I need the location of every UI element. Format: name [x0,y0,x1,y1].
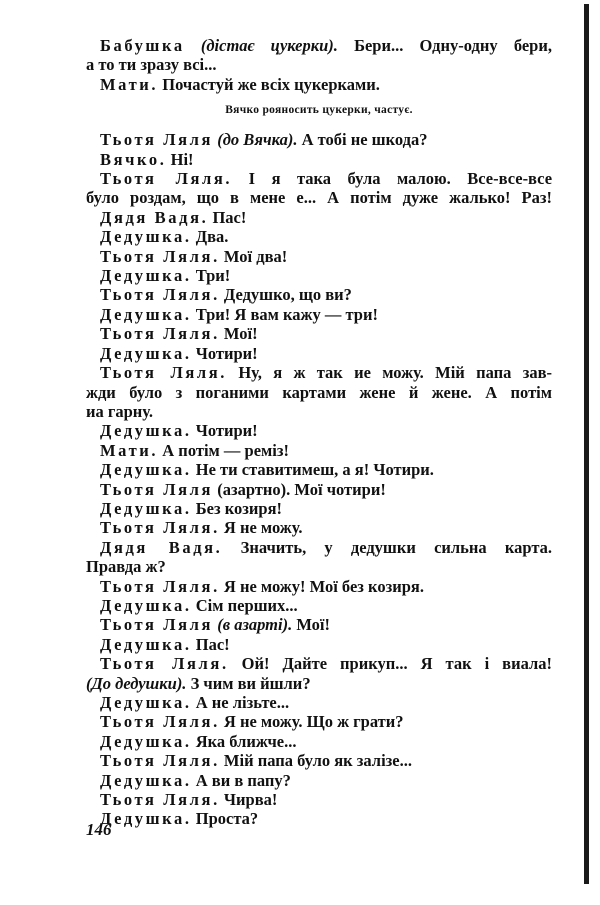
line-text: Два. [195,227,229,247]
stage-direction-centered: Вячко рояносить цукерки, частує. [225,104,413,117]
dialogue-line [86,693,552,712]
speaker-name: Тьотя Ляля. [100,654,229,674]
dialogue-line [86,577,552,596]
dialogue-continuation [86,557,552,576]
speaker-name: Тьотя Ляля [100,479,214,499]
speaker-name: Тьотя Ляля. [100,751,220,771]
dialogue-continuation [86,383,552,402]
line-text: Ну, я ж так ие можу. Мій папа зав- [238,363,553,383]
speaker-name: Тьотя Ляля. [100,324,220,344]
dialogue-line [86,809,552,828]
line-text: Сім перших... [195,595,298,615]
dialogue-line [86,285,552,304]
dialogue-line [86,499,552,518]
speaker-name: Тьотя Ляля. [100,246,220,266]
line-text: жди було з поганими картами жене й жене. А потім [86,382,552,402]
dialogue-line [86,344,552,363]
line-text: Без козиря! [195,498,283,518]
dialogue-line [86,324,552,343]
line-text: Мої два! [223,246,288,266]
line-text: Значить, у дедушки сильна карта. [240,537,552,557]
dialogue-line [86,130,552,149]
speaker-name: Дедушка. [100,731,192,751]
dialogue-line [86,305,552,324]
line-text: Бери... Одну-одну бери, [354,36,552,55]
dialogue-line [86,460,552,479]
stage-direction: (дістає цукерки). [200,36,338,55]
dialogue-line [86,732,552,751]
line-text: Не ти ставитимеш, а я! Чотири. [195,460,434,480]
line-text: З чим ви йшли? [190,673,311,693]
speaker-name: Тьотя Ляля. [100,576,220,596]
speaker-name: Мати. [100,440,159,460]
dialogue-continuation [86,55,552,74]
dialogue-line [86,441,552,460]
line-text: Ой! Дайте прикуп... Я так і виала! [241,654,552,674]
page-edge-bar [584,4,589,884]
line-text: Проста? [195,809,259,829]
line-text: Я не можу. Що ж грати? [223,712,404,732]
line-text: иа гарну. [86,401,154,421]
stage-direction: (азартно). [217,479,291,499]
stage-direction: (До дедушки). [86,673,187,693]
line-text: Ні! [170,149,194,169]
speaker-name: Бабушка [100,36,185,55]
speaker-name: Дедушка. [100,809,192,829]
dialogue-line [86,247,552,266]
dialogue-line [86,75,552,94]
dialogue-line [86,480,552,499]
dialogue-line [86,36,552,55]
line-text: Дедушко, що ви? [223,285,352,305]
dialogue-line [86,518,552,537]
speaker-name: Тьотя Ляля. [100,363,227,383]
dialogue-line [86,790,552,809]
line-text: Чирва! [223,790,278,810]
speaker-name: Дядя Вадя. [100,537,223,557]
page-number: 146 [86,820,112,839]
dialogue-line [86,208,552,227]
dialogue-line [86,538,552,557]
line-text: Чотири! [195,343,258,363]
speaker-name: Дедушка. [100,693,192,712]
line-text: Мої! [296,615,331,635]
line-text: Мій папа було як залізе... [223,751,412,771]
dialogue-line [86,363,552,382]
speaker-name: Дедушка. [100,460,192,480]
speaker-name: Дедушка. [100,304,192,324]
speaker-name: Дедушка. [100,421,192,441]
dialogue-continuation [86,402,552,421]
dialogue-line [86,635,552,654]
dialogue-line [86,712,552,731]
dialogue-line [86,150,552,169]
speaker-name: Дедушка. [100,266,192,286]
stage-direction: (до Вячка). [217,130,298,150]
speaker-name: Дедушка. [100,498,192,518]
dialogue-line [86,596,552,615]
speaker-name: Тьотя Ляля [100,615,214,635]
line-text: І я така була малою. Все-все-все [248,169,553,189]
speaker-name: Дедушка. [100,343,192,363]
line-text: Чотири! [195,421,258,441]
dialogue-line [86,771,552,790]
line-text: Пас! [195,634,230,654]
dialogue-line [86,751,552,770]
line-text: Три! Я вам кажу — три! [195,304,378,324]
speaker-name: Тьотя Ляля. [100,169,233,189]
line-text: а то ти зразу всі... [86,55,217,75]
line-text: А потім — реміз! [162,440,289,460]
line-text: Мої чотири! [294,479,386,499]
speaker-name: Тьотя Ляля. [100,518,220,538]
line-text: Три! [195,266,231,286]
line-text: Пас! [212,207,247,227]
dialogue-line [86,654,552,673]
speaker-name: Дедушка. [100,227,192,247]
dialogue-line [86,169,552,188]
dialogue-continuation [86,188,552,207]
speaker-name: Тьотя Ляля. [100,285,220,305]
speaker-name: Вячко. [100,149,167,169]
dialogue-line [86,227,552,246]
speaker-name: Тьотя Ляля [100,130,214,150]
speaker-name: Мати. [100,74,159,94]
speaker-name: Дядя Вадя. [100,207,209,227]
line-text: було роздам, що в мене е... А потім дуже жалько! Раз! [86,188,552,208]
dialogue-line [86,421,552,440]
line-text: А ви в папу? [195,770,291,790]
line-text: Почастуй же всіх цукерками. [162,74,380,94]
stage-direction: (в азарті). [217,615,293,635]
dialogue-continuation [86,674,552,693]
speaker-name: Тьотя Ляля. [100,712,220,732]
line-text: А тобі не шкода? [301,130,428,150]
speaker-name: Дедушка. [100,770,192,790]
line-text: Я не можу! Мої без козиря. [223,576,424,596]
line-text: Яка ближче... [195,731,297,751]
line-text: А не лізьте... [195,693,290,712]
speaker-name: Тьотя Ляля. [100,790,220,810]
speaker-name: Дедушка. [100,595,192,615]
dialogue-line [86,266,552,285]
speaker-name: Дедушка. [100,634,192,654]
dialogue-line [86,615,552,634]
line-text: Правда ж? [86,557,166,577]
line-text: Мої! [223,324,258,344]
line-text: Я не можу. [223,518,303,538]
play-text [86,36,552,829]
